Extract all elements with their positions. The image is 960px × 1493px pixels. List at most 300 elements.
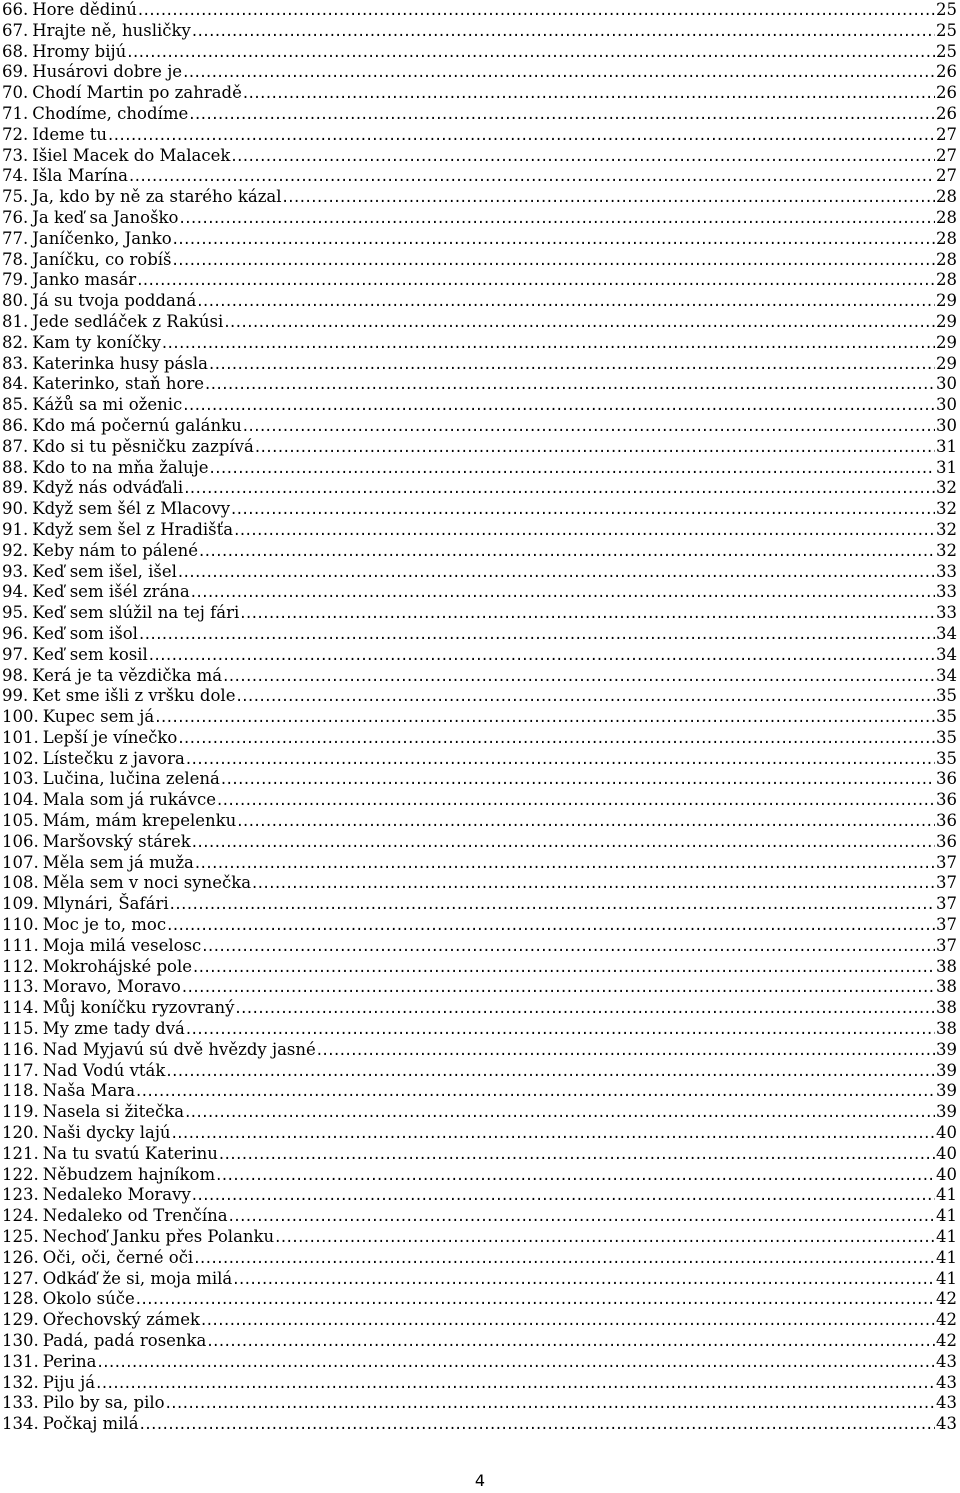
toc-entry (2, 1289, 957, 1310)
toc-entry-page: 38 (936, 956, 957, 976)
dot-leader (129, 166, 935, 187)
toc-entry-title: Nedaleko od Trenčína (42, 1206, 228, 1226)
toc-entry-number: 134. (2, 1414, 39, 1434)
toc-entry (2, 208, 957, 229)
toc-entry (2, 437, 957, 458)
toc-entry (2, 1331, 957, 1352)
dot-leader (172, 1123, 935, 1144)
toc-entry (2, 1185, 957, 1206)
toc-entry-title: Kdo si tu pěsničku zazpívá (32, 436, 254, 456)
toc-entry (2, 333, 957, 354)
toc-entry-title: Maršovský stárek (42, 831, 191, 851)
toc-entry-page: 32 (936, 540, 957, 560)
toc-entry-title: Hrajte ně, husličky (32, 20, 191, 40)
toc-entry (2, 1414, 957, 1435)
dot-leader (167, 915, 935, 936)
toc-entry (2, 21, 957, 42)
dot-leader (221, 769, 935, 790)
toc-entry-number: 94. (2, 582, 29, 602)
toc-entry-title: Moja milá veselosc (42, 935, 202, 955)
toc-entry-page: 39 (936, 1081, 957, 1101)
toc-entry-number: 81. (2, 311, 29, 331)
dot-leader (275, 1227, 935, 1248)
toc-entry-page: 43 (936, 1414, 957, 1434)
toc-entry-title: Když sem šel z Hradišťa (32, 519, 234, 539)
toc-entry-number: 75. (2, 187, 29, 207)
toc-entry (2, 1081, 957, 1102)
toc-entry-title: Kdo to na mňa žaluje (32, 457, 209, 477)
toc-entry-number: 93. (2, 561, 29, 581)
toc-entry-page: 26 (936, 103, 957, 123)
toc-entry-title: Perina (42, 1351, 97, 1371)
toc-entry-title: Lepší je vínečko (42, 727, 178, 747)
toc-entry-page: 27 (936, 145, 957, 165)
toc-entry-number: 106. (2, 831, 39, 851)
toc-entry (2, 749, 957, 770)
toc-entry (2, 603, 957, 624)
toc-entry-number: 113. (2, 977, 39, 997)
toc-entry (2, 1393, 957, 1414)
toc-entry-number: 84. (2, 374, 29, 394)
toc-entry-number: 100. (2, 707, 39, 727)
toc-entry-page: 28 (936, 228, 957, 248)
toc-entry-number: 79. (2, 270, 29, 290)
toc-entry-number: 108. (2, 873, 39, 893)
dot-leader (166, 1393, 935, 1414)
dot-leader (183, 62, 935, 83)
page-number: 4 (474, 1471, 486, 1490)
toc-entry-page: 37 (936, 873, 957, 893)
dot-leader (194, 1248, 935, 1269)
toc-entry-page: 42 (936, 1310, 957, 1330)
toc-entry-number: 118. (2, 1081, 39, 1101)
toc-entry-page: 41 (936, 1206, 957, 1226)
dot-leader (186, 1019, 935, 1040)
toc-entry-number: 78. (2, 249, 29, 269)
toc-entry-title: Když nás odváďali (32, 478, 184, 498)
toc-entry-title: Pilo by sa, pilo (42, 1393, 165, 1413)
toc-entry (2, 104, 957, 125)
dot-leader (149, 645, 935, 666)
toc-entry-title: Ořechovský zámek (42, 1310, 201, 1330)
toc-entry-number: 112. (2, 956, 39, 976)
toc-entry-title: Ja, kdo by ně za starého kázal (32, 187, 282, 207)
toc-entry-title: Keď som išol (32, 623, 138, 643)
toc-entry-page: 42 (936, 1331, 957, 1350)
toc-entry-title: Počkaj milá (42, 1414, 139, 1434)
toc-entry (2, 728, 957, 749)
toc-entry-page: 38 (936, 998, 957, 1018)
toc-entry-title: Mokrohájské pole (42, 956, 192, 976)
dot-leader (136, 1081, 935, 1102)
dot-leader (186, 749, 935, 770)
toc-entry-page: 30 (936, 395, 957, 415)
toc-entry (2, 1144, 957, 1165)
dot-leader (179, 208, 935, 229)
toc-entry (2, 666, 957, 687)
toc-entry-number: 88. (2, 457, 29, 477)
toc-entry-page: 39 (936, 1039, 957, 1059)
toc-entry (2, 1248, 957, 1269)
toc-entry (2, 291, 957, 312)
toc-entry-page: 39 (936, 1102, 957, 1122)
dot-leader (217, 790, 935, 811)
dot-leader (166, 1061, 935, 1082)
dot-leader (237, 811, 935, 832)
toc-entry (2, 270, 957, 291)
toc-entry (2, 541, 957, 562)
toc-entry-number: 90. (2, 499, 29, 519)
toc-entry-page: 37 (936, 852, 957, 872)
toc-entry-number: 72. (2, 124, 29, 144)
dot-leader (139, 624, 935, 645)
toc-entry-title: My zme tady dvá (42, 1019, 185, 1039)
toc-entry-number: 124. (2, 1206, 39, 1226)
toc-entry-title: Nad Vodú vták (42, 1060, 166, 1080)
toc-entry-title: Keď sem kosil (32, 644, 148, 664)
toc-entry-number: 98. (2, 665, 29, 685)
dot-leader (243, 83, 935, 104)
toc-entry (2, 811, 957, 832)
dot-leader (216, 1165, 935, 1186)
toc-entry-number: 120. (2, 1123, 39, 1143)
toc-entry-title: Kerá je ta vězdička má (32, 665, 223, 685)
toc-entry-page: 36 (936, 769, 957, 789)
toc-entry-title: Kam ty koníčky (32, 332, 161, 352)
toc-entry-page: 38 (936, 1019, 957, 1039)
toc-entry-number: 107. (2, 852, 39, 872)
toc-entry-page: 37 (936, 894, 957, 914)
toc-entry (2, 624, 957, 645)
toc-entry-number: 132. (2, 1372, 39, 1392)
toc-entry-page: 37 (936, 915, 957, 935)
toc-entry-page: 35 (936, 707, 957, 727)
toc-entry-title: Na tu svatú Katerinu (42, 1143, 218, 1163)
toc-entry-page: 41 (936, 1227, 957, 1247)
toc-entry-page: 33 (936, 582, 957, 602)
toc-entry-number: 89. (2, 478, 29, 498)
dot-leader (192, 1185, 935, 1206)
toc-entry-number: 82. (2, 332, 29, 352)
toc-entry-title: Moravo, Moravo (42, 977, 181, 997)
toc-entry (2, 853, 957, 874)
toc-entry-page: 35 (936, 727, 957, 747)
toc-entry-title: Nasela si žitečka (42, 1102, 185, 1122)
toc-entry (2, 1227, 957, 1248)
toc-entry (2, 125, 957, 146)
toc-entry-number: 105. (2, 811, 39, 831)
toc-entry-page: 40 (936, 1164, 957, 1184)
toc-entry (2, 312, 957, 333)
toc-entry-page: 34 (936, 623, 957, 643)
toc-entry-number: 103. (2, 769, 39, 789)
toc-entry-title: Nedaleko Moravy (42, 1185, 191, 1205)
dot-leader (224, 312, 935, 333)
toc-entry-number: 85. (2, 395, 29, 415)
toc-entry-page: 43 (936, 1393, 957, 1413)
dot-leader (317, 1040, 935, 1061)
dot-leader (231, 146, 935, 167)
toc-entry-number: 128. (2, 1289, 39, 1309)
dot-leader (223, 666, 935, 687)
toc-entry-title: Odkáď že si, moja milá (42, 1268, 233, 1288)
toc-entry-page: 41 (936, 1268, 957, 1288)
toc-entry-page: 31 (936, 436, 957, 456)
toc-entry-number: 130. (2, 1331, 39, 1350)
dot-leader (192, 832, 935, 853)
toc-entry-title: Kdo má počernú galánku (32, 415, 242, 435)
toc-entry-title: Ideme tu (32, 124, 108, 144)
toc-entry-title: Janíčku, co robíš (32, 249, 172, 269)
dot-leader (173, 250, 935, 271)
toc-entry-number: 70. (2, 83, 29, 103)
toc-entry (2, 0, 957, 21)
toc-entry-number: 92. (2, 540, 29, 560)
toc-entry-title: Kážů sa mi oženic (32, 395, 183, 415)
table-of-contents (2, 0, 957, 1435)
toc-entry-page: 25 (936, 20, 957, 40)
toc-entry (2, 1206, 957, 1227)
toc-entry-page: 32 (936, 478, 957, 498)
toc-entry-title: Chodí Martin po zahradě (32, 83, 242, 103)
toc-entry (2, 1040, 957, 1061)
dot-leader (219, 1144, 935, 1165)
toc-entry (2, 458, 957, 479)
dot-leader (189, 104, 935, 125)
toc-entry-title: Oči, oči, černé oči (42, 1247, 194, 1267)
toc-entry-title: Ja keď sa Janoško (32, 207, 179, 227)
dot-leader (98, 1352, 935, 1373)
dot-leader (137, 270, 935, 291)
toc-entry (2, 915, 957, 936)
toc-entry-title: Lístečku z javora (42, 748, 185, 768)
dot-leader (127, 42, 935, 63)
toc-entry-number: 74. (2, 166, 29, 186)
toc-entry-title: Něbudzem hajníkom (42, 1164, 216, 1184)
toc-entry-number: 95. (2, 603, 29, 623)
toc-entry-page: 28 (936, 249, 957, 269)
toc-entry-page: 26 (936, 83, 957, 103)
toc-entry-number: 96. (2, 623, 29, 643)
toc-entry-title: Padá, padá rosenka (42, 1331, 207, 1350)
dot-leader (233, 1269, 935, 1290)
toc-entry-title: Keď sem išél zrána (32, 582, 190, 602)
toc-entry (2, 645, 957, 666)
toc-entry-title: Katerinko, staň hore (32, 374, 205, 394)
toc-entry (2, 894, 957, 915)
dot-leader (184, 478, 935, 499)
toc-entry-number: 71. (2, 103, 29, 123)
dot-leader (140, 1414, 935, 1435)
toc-entry (2, 832, 957, 853)
toc-entry-page: 42 (936, 1289, 957, 1309)
dot-leader (229, 1206, 935, 1227)
toc-entry (2, 187, 957, 208)
toc-entry (2, 62, 957, 83)
toc-entry (2, 1352, 957, 1373)
toc-entry-title: Okolo súče (42, 1289, 135, 1309)
toc-entry-number: 68. (2, 41, 29, 61)
toc-entry-page: 35 (936, 748, 957, 768)
dot-leader (205, 374, 935, 395)
toc-entry (2, 936, 957, 957)
toc-entry (2, 1123, 957, 1144)
toc-entry (2, 520, 957, 541)
toc-entry-number: 110. (2, 915, 39, 935)
toc-entry-page: 25 (936, 0, 957, 19)
dot-leader (195, 853, 935, 874)
toc-entry (2, 1310, 957, 1331)
toc-entry (2, 957, 957, 978)
dot-leader (210, 458, 935, 479)
toc-entry-title: Když sem šél z Mlacovy (32, 499, 231, 519)
toc-entry-number: 115. (2, 1019, 39, 1039)
toc-entry-page: 40 (936, 1143, 957, 1163)
dot-leader (197, 291, 935, 312)
toc-entry (2, 977, 957, 998)
toc-entry-title: Chodíme, chodíme (32, 103, 189, 123)
toc-entry (2, 998, 957, 1019)
toc-entry-number: 69. (2, 62, 29, 82)
toc-entry-page: 33 (936, 603, 957, 623)
toc-entry-title: Ket sme išli z vršku dole (32, 686, 236, 706)
dot-leader (173, 229, 935, 250)
toc-entry-number: 125. (2, 1227, 39, 1247)
toc-entry-page: 29 (936, 332, 957, 352)
toc-entry-title: Piju já (42, 1372, 96, 1392)
toc-entry-number: 77. (2, 228, 29, 248)
toc-entry-page: 43 (936, 1372, 957, 1392)
dot-leader (240, 603, 935, 624)
dot-leader (231, 499, 935, 520)
dot-leader (236, 686, 935, 707)
dot-leader (183, 395, 935, 416)
toc-entry-page: 32 (936, 499, 957, 519)
toc-entry (2, 229, 957, 250)
toc-entry-title: Já su tvoja poddaná (32, 291, 197, 311)
dot-leader (201, 1310, 935, 1331)
toc-entry-number: 121. (2, 1143, 39, 1163)
toc-entry (2, 1165, 957, 1186)
toc-entry-title: Katerinka husy pásla (32, 353, 208, 373)
toc-entry-title: Husárovi dobre je (32, 62, 183, 82)
toc-entry-page: 40 (936, 1123, 957, 1143)
toc-entry-page: 31 (936, 457, 957, 477)
toc-entry-title: Keď sem išel, išel (32, 561, 177, 581)
dot-leader (209, 354, 935, 375)
dot-leader (96, 1373, 935, 1394)
toc-entry-number: 111. (2, 935, 39, 955)
dot-leader (252, 873, 935, 894)
toc-entry-page: 41 (936, 1247, 957, 1267)
toc-entry-title: Keby nám to pálené (32, 540, 199, 560)
toc-entry-page: 28 (936, 187, 957, 207)
toc-entry (2, 582, 957, 603)
toc-entry (2, 250, 957, 271)
dot-leader (162, 333, 935, 354)
toc-entry (2, 354, 957, 375)
toc-entry-title: Kupec sem já (42, 707, 155, 727)
dot-leader (193, 957, 935, 978)
toc-entry (2, 790, 957, 811)
toc-entry-number: 122. (2, 1164, 39, 1184)
toc-entry-title: Hore dědinú (32, 0, 137, 19)
toc-entry-number: 76. (2, 207, 29, 227)
dot-leader (202, 936, 935, 957)
toc-entry (2, 42, 957, 63)
toc-entry-page: 36 (936, 790, 957, 810)
toc-entry-number: 104. (2, 790, 39, 810)
toc-entry-page: 37 (936, 935, 957, 955)
dot-leader (199, 541, 935, 562)
toc-entry-number: 86. (2, 415, 29, 435)
toc-entry-title: Hromy bijú (32, 41, 127, 61)
toc-entry-number: 116. (2, 1039, 39, 1059)
toc-entry-page: 34 (936, 644, 957, 664)
toc-entry-page: 38 (936, 977, 957, 997)
toc-entry (2, 873, 957, 894)
dot-leader (108, 125, 935, 146)
toc-entry-page: 28 (936, 207, 957, 227)
toc-entry-title: Nechoď Janku přes Polanku (42, 1227, 275, 1247)
toc-entry-page: 36 (936, 831, 957, 851)
dot-leader (136, 1289, 935, 1310)
toc-entry (2, 499, 957, 520)
dot-leader (170, 894, 935, 915)
toc-entry-title: Měla sem já muža (42, 852, 194, 872)
toc-entry-title: Jede sedláček z Rakúsi (32, 311, 224, 331)
toc-entry-page: 30 (936, 374, 957, 394)
toc-entry-number: 114. (2, 998, 39, 1018)
toc-entry-number: 101. (2, 727, 39, 747)
toc-entry (2, 395, 957, 416)
dot-leader (255, 437, 935, 458)
toc-entry-title: Keď sem slúžil na tej fári (32, 603, 240, 623)
toc-entry-title: Lučina, lučina zelená (42, 769, 220, 789)
toc-entry-number: 99. (2, 686, 29, 706)
toc-entry-number: 123. (2, 1185, 39, 1205)
toc-entry-title: Išla Marína (32, 166, 128, 186)
dot-leader (182, 977, 935, 998)
toc-entry (2, 769, 957, 790)
toc-entry-number: 117. (2, 1060, 39, 1080)
toc-entry (2, 707, 957, 728)
toc-entry-number: 109. (2, 894, 39, 914)
toc-entry-number: 129. (2, 1310, 39, 1330)
dot-leader (178, 562, 935, 583)
dot-leader (192, 21, 935, 42)
toc-entry-page: 35 (936, 686, 957, 706)
toc-entry (2, 1269, 957, 1290)
toc-entry-page: 32 (936, 519, 957, 539)
toc-entry-page: 34 (936, 665, 957, 685)
toc-entry-title: Išiel Macek do Malacek (32, 145, 231, 165)
toc-entry (2, 478, 957, 499)
dot-leader (243, 416, 935, 437)
toc-entry-page: 25 (936, 41, 957, 61)
dot-leader (283, 187, 935, 208)
toc-entry-page: 29 (936, 291, 957, 311)
toc-entry-number: 131. (2, 1351, 39, 1371)
toc-entry-number: 127. (2, 1268, 39, 1288)
toc-entry (2, 1102, 957, 1123)
toc-entry-title: Mlynári, Šafári (42, 894, 169, 914)
toc-entry-title: Naša Mara (42, 1081, 136, 1101)
toc-entry-page: 29 (936, 311, 957, 331)
toc-entry-number: 133. (2, 1393, 39, 1413)
toc-entry-title: Janíčenko, Janko (32, 228, 172, 248)
toc-entry (2, 416, 957, 437)
